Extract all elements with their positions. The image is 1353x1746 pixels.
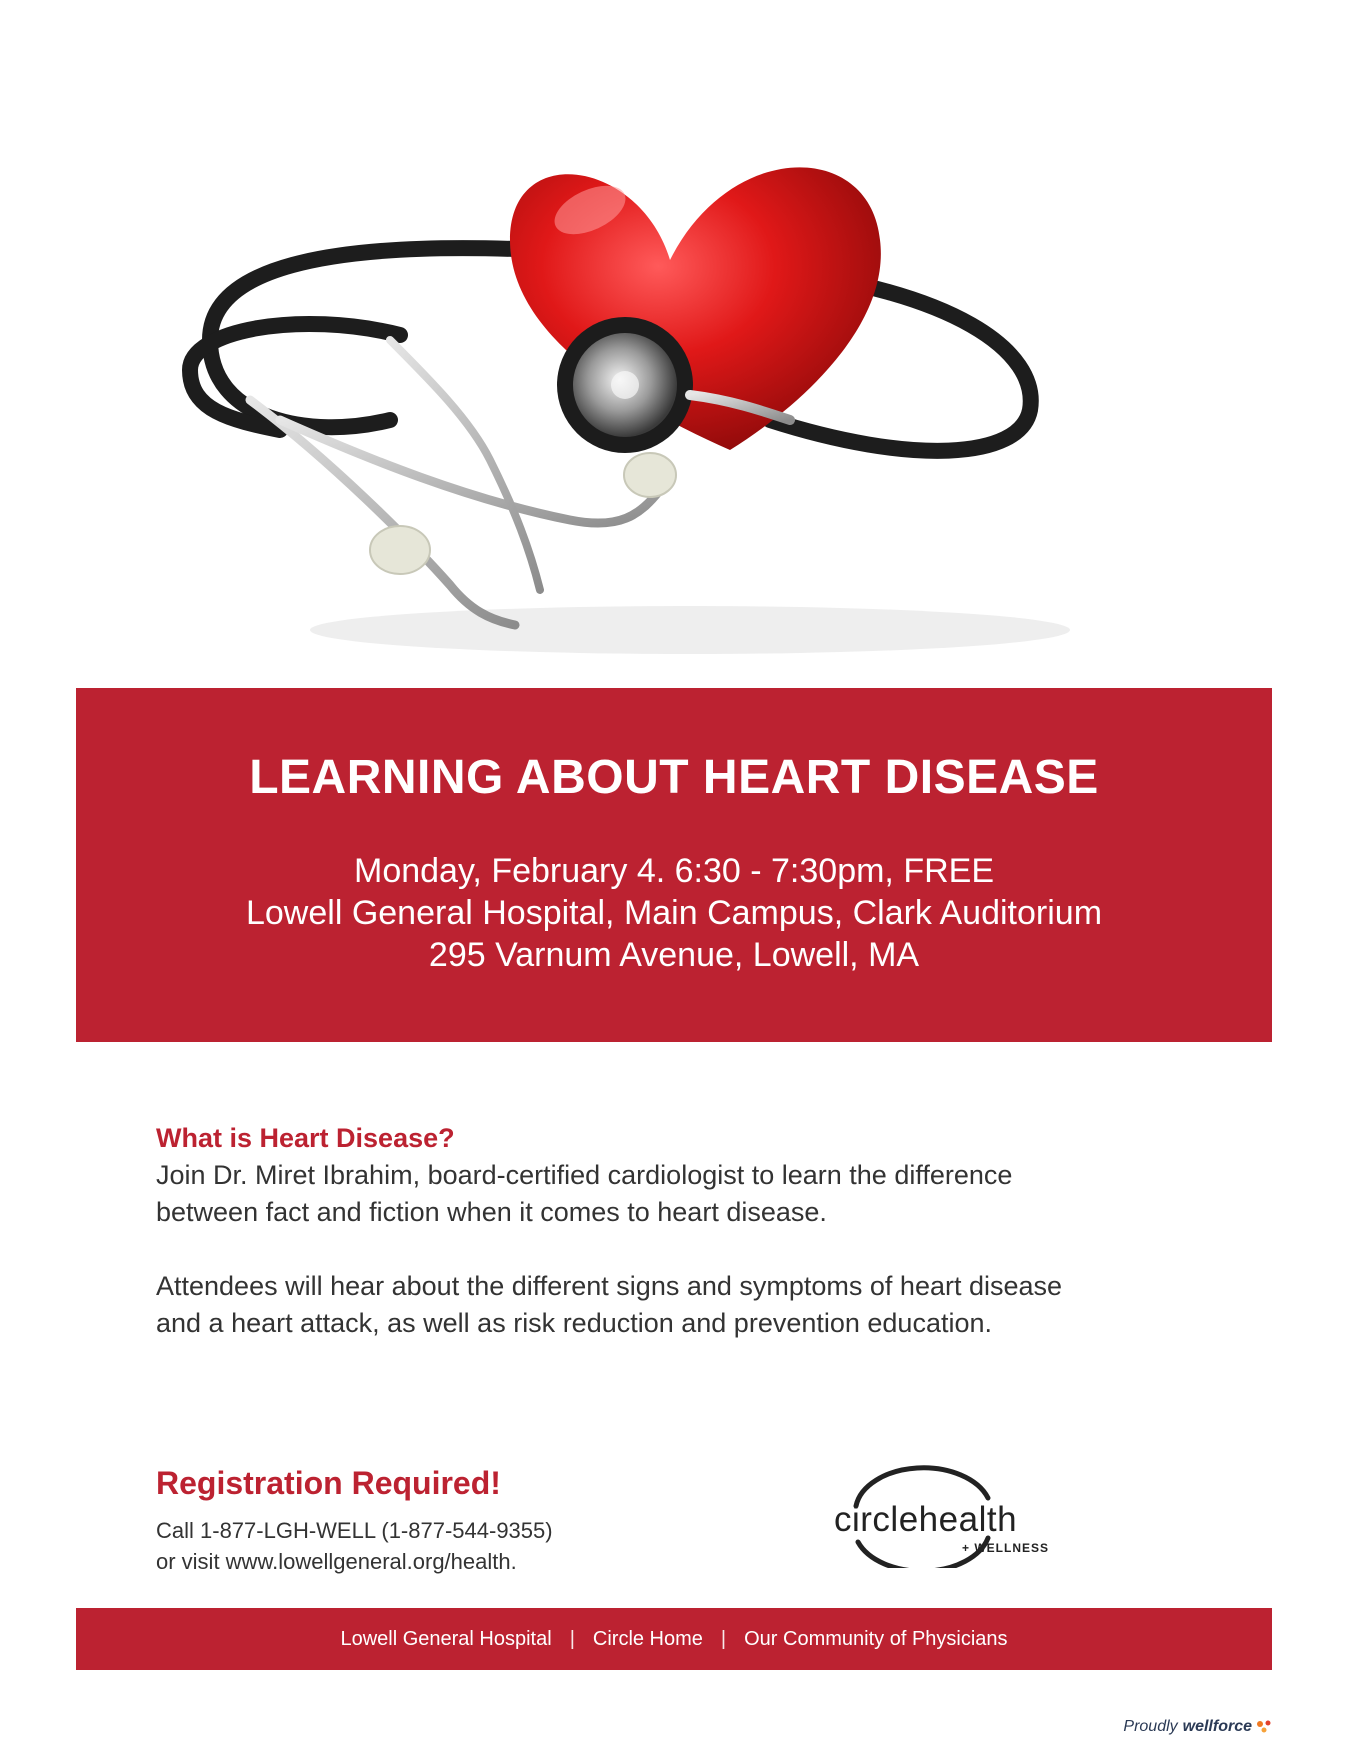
description-line: between fact and fiction when it comes to heart disease. bbox=[156, 1197, 827, 1227]
description-line: Join Dr. Miret Ibrahim, board-certified cardiologist to learn the difference bbox=[156, 1160, 1013, 1190]
brand-name: wellforce bbox=[1182, 1718, 1252, 1735]
registration-heading: Registration Required! bbox=[156, 1465, 501, 1501]
description-paragraph bbox=[156, 1157, 1216, 1231]
logo-subtitle: + WELLNESS bbox=[962, 1541, 1050, 1555]
event-date-time: Monday, February 4. 6:30 - 7:30pm, FREE bbox=[354, 852, 994, 890]
wellforce-brand bbox=[1123, 1718, 1273, 1736]
registration-info bbox=[156, 1515, 553, 1577]
footer-separator: | bbox=[720, 1627, 727, 1650]
event-banner bbox=[76, 688, 1272, 1042]
brand-prefix: Proudly bbox=[1123, 1718, 1178, 1735]
event-address: 295 Varnum Avenue, Lowell, MA bbox=[428, 936, 920, 974]
footer-bar bbox=[76, 1608, 1272, 1670]
footer-item: Our Community of Physicians bbox=[744, 1627, 1008, 1650]
registration-phone: Call 1-877-LGH-WELL (1-877-544-9355) bbox=[156, 1518, 553, 1543]
description-line: and a heart attack, as well as risk reduction and prevention education. bbox=[156, 1308, 992, 1338]
footer-item: Circle Home bbox=[592, 1627, 703, 1650]
description-line: Attendees will hear about the different signs and symptoms of heart disease bbox=[156, 1271, 1063, 1301]
logo-wordmark: circlehealth bbox=[834, 1500, 1018, 1539]
event-description bbox=[156, 1120, 1216, 1342]
wellforce-dots-icon bbox=[1255, 1719, 1273, 1735]
heart-stethoscope-photo bbox=[170, 120, 1170, 680]
description-paragraph bbox=[156, 1268, 1216, 1342]
footer-item: Lowell General Hospital bbox=[340, 1627, 552, 1650]
event-details bbox=[76, 850, 1272, 976]
footer-separator: | bbox=[569, 1627, 575, 1650]
event-title: LEARNING ABOUT HEART DISEASE bbox=[249, 751, 1099, 804]
circlehealth-logo bbox=[828, 1458, 1078, 1568]
description-heading: What is Heart Disease? bbox=[156, 1123, 455, 1153]
registration-website: or visit www.lowellgeneral.org/health. bbox=[156, 1549, 517, 1574]
event-location: Lowell General Hospital, Main Campus, Clark Auditorium bbox=[245, 894, 1103, 932]
